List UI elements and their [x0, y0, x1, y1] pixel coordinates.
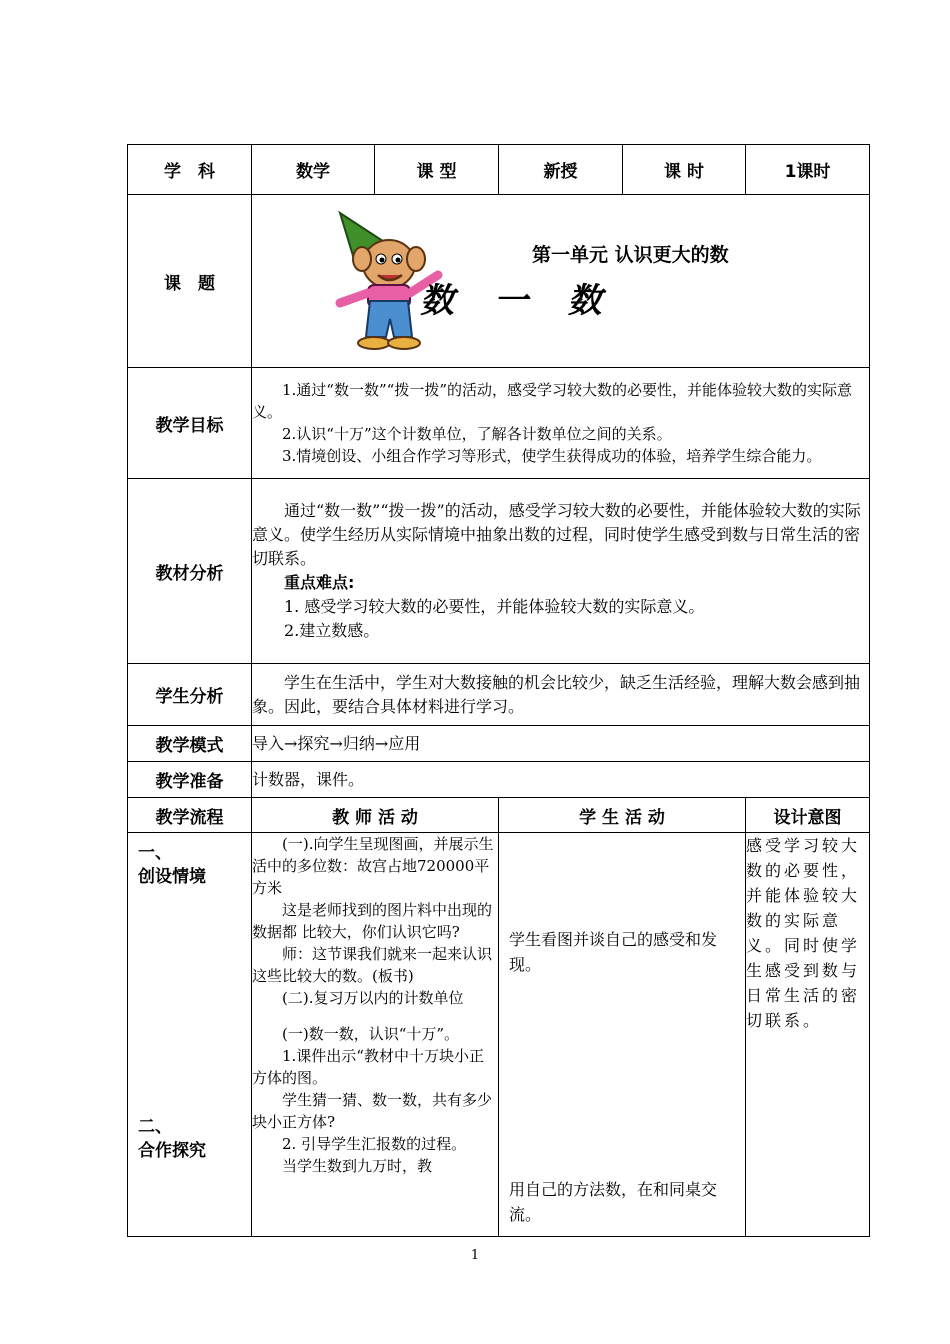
objective-item: 2.认识“十万”这个计数单位，了解各计数单位之间的关系。: [282, 425, 672, 443]
material-content: [252, 479, 870, 664]
material-row: [128, 479, 870, 664]
lesson-title: 数 一 数: [420, 281, 616, 321]
mode-label: 教学模式: [128, 726, 252, 762]
material-paragraph: 通过“数一数”“拨一拨”的活动，感受学习较大数的必要性，并能体验较大数的实际意义。使学生经历从实际情境中抽象出数的过程，同时使学生感受到数与日常生活的密切联系。: [252, 501, 861, 568]
student-activity-2: 用自己的方法数，在和同桌交流。: [509, 1180, 718, 1224]
topic-label: 课 题: [128, 195, 252, 368]
objectives-row: [128, 368, 870, 479]
flow-content-row: [128, 833, 870, 1237]
students-content: 学生在生活中，学生对大数接触的机会比较少，缺乏生活经验，理解大数会感到抽象。因此，要结合具体材料进行学习。: [252, 664, 870, 726]
teacher-activity-header: 教 师 活 动: [252, 798, 499, 833]
prep-content: 计数器，课件。: [252, 762, 870, 798]
teacher-line: (二).复习万以内的计数单位: [282, 989, 464, 1007]
teacher-line: 这是老师找到的图片料中出现的数据都 比较大，你们认识它吗?: [252, 901, 493, 941]
stage-1-name: 创设情境: [138, 867, 206, 887]
header-row: [128, 145, 870, 195]
objective-item: 1.通过“数一数”“拨一拨”的活动，感受学习较大数的必要性，并能体验较大数的实际意义。: [252, 381, 852, 421]
flow-label: 教学流程: [128, 798, 252, 833]
prep-row: [128, 762, 870, 798]
type-label: 课 型: [375, 145, 499, 195]
key-point-item: 1. 感受学习较大数的必要性，并能体验较大数的实际意义。: [284, 597, 705, 616]
objectives-label: 教学目标: [128, 368, 252, 479]
objective-item: 3.情境创设、小组合作学习等形式，使学生获得成功的体验，培养学生综合能力。: [282, 447, 822, 465]
design-intent-content: 感受学习较大数的必要性，并能体验较大数的实际意义。同时使学生感受到数与日常生活的密切联系。: [746, 833, 870, 1237]
hours-label: 课 时: [623, 145, 746, 195]
flow-header-row: [128, 798, 870, 833]
key-point-item: 2.建立数感。: [284, 621, 380, 640]
mode-content: 导入→探究→归纳→应用: [252, 726, 870, 762]
stage-column: [128, 833, 252, 1237]
key-points-label: 重点难点:: [284, 573, 355, 592]
teacher-activity-content: [252, 833, 499, 1237]
student-activity-header: 学 生 活 动: [499, 798, 746, 833]
teacher-line: 2. 引导学生汇报数的过程。: [282, 1135, 467, 1153]
mode-row: [128, 726, 870, 762]
stage-1-number: 一、: [138, 843, 172, 863]
stage-2-number: 二、: [138, 1117, 172, 1137]
subject-label: 学 科: [128, 145, 252, 195]
student-activity-content: [499, 833, 746, 1237]
stage-2-name: 合作探究: [138, 1141, 206, 1161]
unit-title: 第一单元 认识更大的数: [532, 244, 729, 266]
teacher-line: 学生猜一猜、数一数，共有多少块小正方体?: [252, 1091, 493, 1131]
objectives-content: [252, 368, 870, 479]
prep-label: 教学准备: [128, 762, 252, 798]
teacher-line: 1.课件出示“教材中十万块小正方体的图。: [252, 1047, 484, 1087]
subject-value: 数学: [252, 145, 375, 195]
design-intent-header: 设计意图: [746, 798, 870, 833]
teacher-line: 当学生数到九万时，教: [282, 1157, 433, 1175]
topic-content: [252, 195, 870, 368]
student-activity-1: 学生看图并谈自己的感受和发现。: [509, 930, 718, 974]
teacher-line: 师：这节课我们就来一起来认识这些比较大的数。(板书): [252, 945, 493, 985]
teacher-line: (一)数一数，认识“十万”。: [282, 1025, 460, 1043]
type-value: 新授: [499, 145, 623, 195]
students-label: 学生分析: [128, 664, 252, 726]
lesson-plan-table: [127, 144, 870, 1237]
material-label: 教材分析: [128, 479, 252, 664]
page-number: 1: [470, 1248, 480, 1263]
students-row: [128, 664, 870, 726]
teacher-line: (一).向学生呈现图画，并展示生活中的多位数：故宫占地720000平方米: [252, 835, 494, 897]
topic-row: [128, 195, 870, 368]
hours-value: 1课时: [746, 145, 870, 195]
